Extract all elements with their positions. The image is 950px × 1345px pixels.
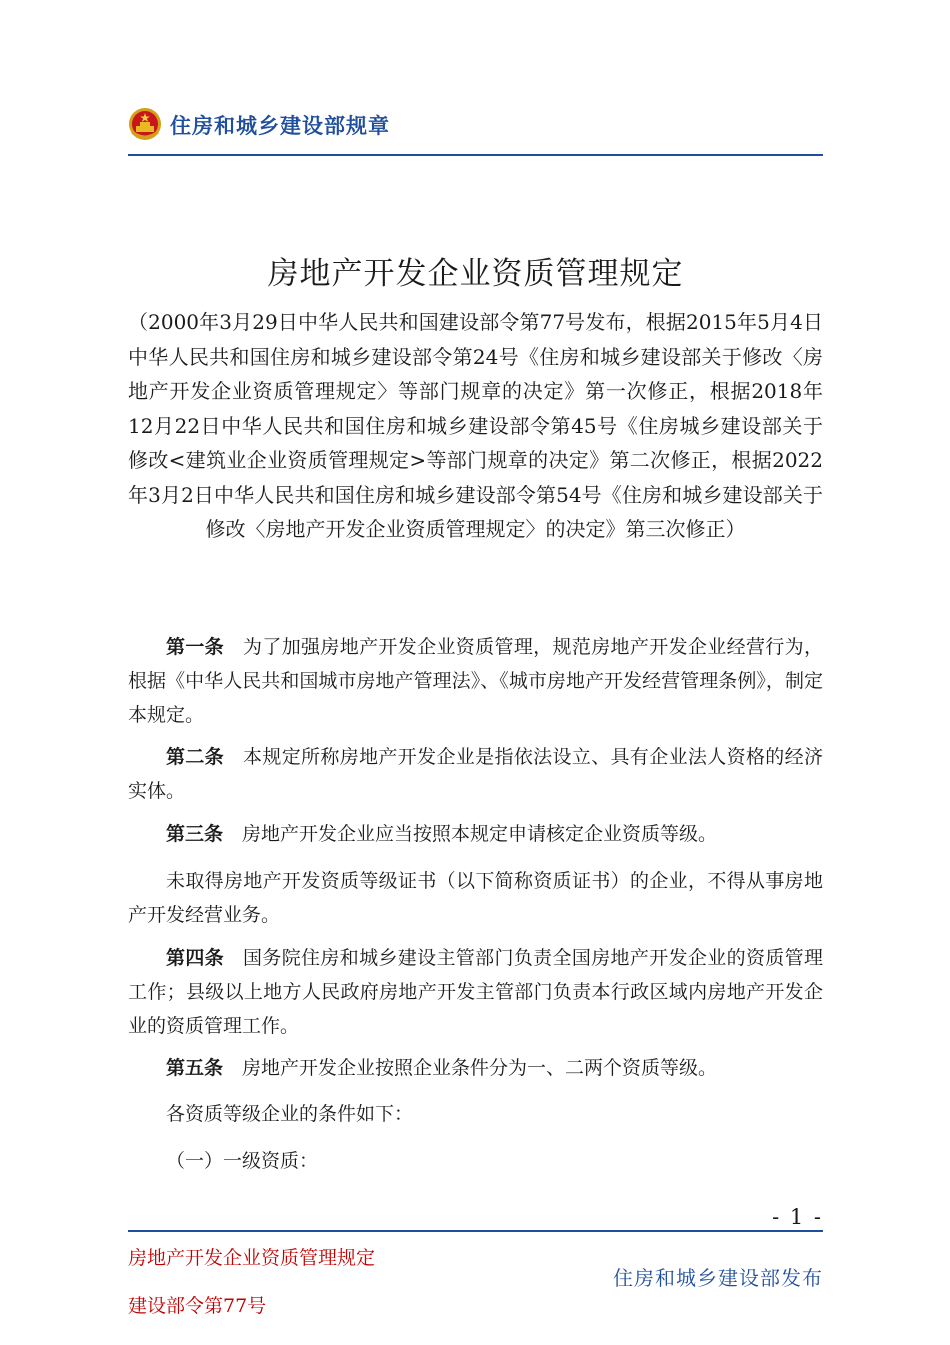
article-text: 各资质等级企业的条件如下： (166, 1103, 414, 1125)
article-text: 未取得房地产开发资质等级证书（以下简称资质证书）的企业，不得从事房地产开发经营业务。 (128, 870, 823, 926)
footer-document-title: 房地产开发企业资质管理规定 (128, 1247, 376, 1269)
article-5 (128, 1051, 823, 1085)
article-text: 房地产开发企业应当按照本规定申请核定企业资质等级。 (242, 823, 718, 845)
article-text: 为了加强房地产开发企业资质管理，规范房地产开发企业经营行为，根据《中华人民共和国城市房地产管理法》、《城市房地产开发经营管理条例》，制定本规定。 (128, 636, 823, 726)
document-title: 房地产开发企业资质管理规定 (267, 256, 684, 292)
article-label: 第四条 (166, 947, 225, 969)
article-label: 第二条 (166, 746, 225, 768)
national-emblem-icon (128, 106, 162, 142)
article-3 (128, 817, 823, 851)
page-header (128, 104, 823, 144)
article-text: 房地产开发企业按照企业条件分为一、二两个资质等级。 (242, 1057, 718, 1079)
footer-order-number: 建设部令第77号 (128, 1295, 267, 1317)
article-label: 第五条 (166, 1057, 224, 1079)
article-label: 第一条 (166, 636, 225, 658)
document-preamble: （2000年3月29日中华人民共和国建设部令第77号发布，根据2015年5月4日中华人民共和国住房和城乡建设部令第24号《住房和城乡建设部关于修改〈房地产开发企业资质管理规定〉等部门规章的决定》第一次修正，根据2018年12月22日中华人民共和国住房和城乡建设部令第45号《住房城乡建设部关于修改<建筑业企业资质管理规定>等部门规章的决定》第二次修正，根据2022年3月2日中华人民共和国住房和城乡建设部令第54号《住房和城乡建设部关于修改〈房地产开发企业资质管理规定〉的决定》第三次修正） (128, 310, 823, 541)
header-title: 住房和城乡建设部规章 (170, 114, 390, 138)
header-divider (128, 154, 823, 156)
article-5-item-1 (128, 1144, 823, 1178)
article-text: （一）一级资质： (166, 1150, 319, 1172)
article-4 (128, 941, 823, 1043)
footer-divider (128, 1230, 823, 1232)
footer-publisher: 住房和城乡建设部发布 (613, 1266, 823, 1290)
article-text: 国务院住房和城乡建设主管部门负责全国房地产开发企业的资质管理工作；县级以上地方人民政府房地产开发主管部门负责本行政区域内房地产开发企业的资质管理工作。 (128, 947, 823, 1037)
article-3-paragraph-2 (128, 864, 823, 932)
article-5-paragraph-2 (128, 1097, 823, 1131)
page-number: - 1 - (772, 1205, 823, 1229)
article-label: 第三条 (166, 823, 224, 845)
article-1 (128, 630, 823, 732)
article-2 (128, 740, 823, 808)
article-text: 本规定所称房地产开发企业是指依法设立、具有企业法人资格的经济实体。 (128, 746, 823, 802)
